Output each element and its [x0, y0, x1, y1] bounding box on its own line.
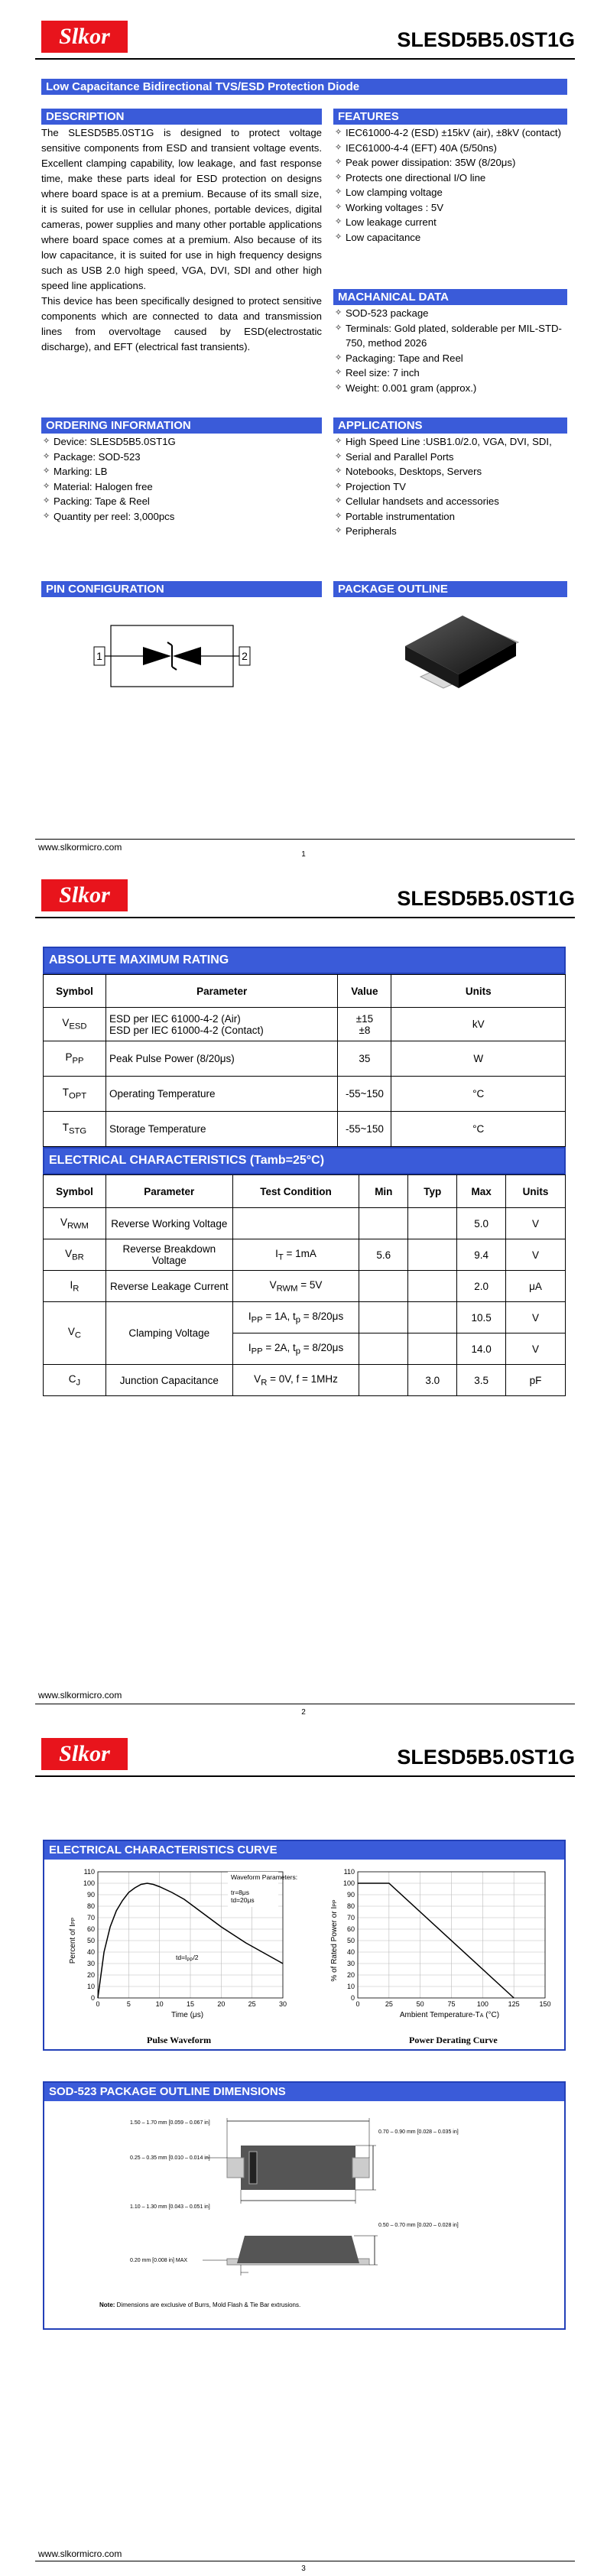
- legend-td: td=20μs: [231, 1896, 255, 1904]
- parameter-cell: Reverse Leakage Current: [105, 1271, 232, 1302]
- x-tick-label: 150: [539, 2000, 551, 2008]
- y-tick-label: 110: [83, 1868, 95, 1876]
- features-list: [335, 125, 567, 245]
- dim-height: 0.50 – 0.70 mm [0.020 – 0.028 in]: [378, 2223, 459, 2228]
- abs-max-table: [43, 974, 566, 1147]
- units-cell: kV: [391, 1008, 566, 1041]
- y-tick-label: 50: [86, 1937, 95, 1944]
- list-item: ✧ Protects one directional I/O line: [335, 171, 567, 186]
- value-cell: -55~150: [338, 1077, 391, 1112]
- units-cell: °C: [391, 1112, 566, 1147]
- max-cell: 10.5: [457, 1302, 506, 1333]
- pin-1-label: 1: [96, 650, 102, 662]
- x-tick-label: 0: [96, 2000, 100, 2008]
- product-title-bar: Low Capacitance Bidirectional TVS/ESD Protection Diode: [41, 79, 567, 95]
- column-header: Test Condition: [232, 1175, 359, 1208]
- y-tick-label: 80: [86, 1902, 95, 1910]
- list-item: ✧ Projection TV: [335, 479, 567, 495]
- brand-logo[interactable]: Slkor: [41, 21, 128, 53]
- list-item: ✧ Package: SOD-523: [43, 450, 322, 465]
- column-header: Min: [359, 1175, 408, 1208]
- typ-cell: [408, 1333, 457, 1365]
- pulse-waveform-caption: Pulse Waveform: [147, 2035, 212, 2045]
- list-item: ✧ Packaging: Tape and Reel: [335, 351, 567, 366]
- symbol-cell: $C_J$: [44, 1365, 106, 1396]
- list-item: ✧ Low clamping voltage: [335, 185, 567, 200]
- typ-cell: 3.0: [408, 1365, 457, 1396]
- y-tick-label: 60: [346, 1925, 355, 1933]
- symbol-cell: $V_C$: [44, 1302, 106, 1365]
- footer-rule: [35, 839, 575, 840]
- table-row: [44, 1302, 566, 1333]
- description-body: [41, 125, 322, 355]
- table-row: [44, 1365, 566, 1396]
- max-cell: 14.0: [457, 1333, 506, 1365]
- y-tick-label: 20: [86, 1971, 95, 1979]
- list-item: ✧ Quantity per reel: 3,000pcs: [43, 509, 322, 525]
- applications-heading: APPLICATIONS: [333, 417, 567, 434]
- typ-cell: [408, 1271, 457, 1302]
- features-heading: FEATURES: [333, 109, 567, 125]
- pin-configuration-diagram: [88, 618, 264, 702]
- min-cell: [359, 1365, 408, 1396]
- list-item: ✧ Serial and Parallel Ports: [335, 450, 567, 465]
- condition-cell: $V_{RWM} = 5V$: [232, 1271, 359, 1302]
- page-3: [0, 1717, 607, 2576]
- column-header: Typ: [408, 1175, 457, 1208]
- x-tick-label: 30: [278, 2000, 287, 2008]
- table-row: [44, 1239, 566, 1271]
- page-1: [0, 0, 607, 859]
- y-tick-label: 40: [86, 1948, 95, 1956]
- typ-cell: [408, 1239, 457, 1271]
- x-tick-label: 50: [416, 2000, 424, 2008]
- y-tick-label: 70: [346, 1914, 355, 1921]
- mechanical-heading: MACHANICAL DATA: [333, 289, 567, 305]
- elec-char-heading: ELECTRICAL CHARACTERISTICS (Tamb=25°C): [43, 1147, 566, 1174]
- y-tick-label: 30: [346, 1960, 355, 1967]
- curve-heading: ELECTRICAL CHARACTERISTICS CURVE: [44, 1841, 564, 1860]
- symbol-cell: $P_{PP}$: [44, 1041, 106, 1077]
- y-tick-label: 100: [83, 1879, 95, 1887]
- x-tick-label: 25: [248, 2000, 256, 2008]
- dim-lead-width: 0.25 – 0.35 mm [0.010 – 0.014 in]: [130, 2155, 210, 2161]
- mechanical-list: [335, 306, 567, 395]
- list-item: ✧ Peak power dissipation: 35W (8/20μs): [335, 155, 567, 171]
- package-dimension-drawing: [115, 2107, 520, 2298]
- units-cell: V: [506, 1208, 566, 1239]
- column-header: Parameter: [105, 1175, 232, 1208]
- list-item: ✧ Cellular handsets and accessories: [335, 494, 567, 509]
- units-cell: μA: [506, 1271, 566, 1302]
- y-tick-label: 90: [346, 1891, 355, 1899]
- pin-2-label: 2: [242, 650, 248, 662]
- column-header: Units: [506, 1175, 566, 1208]
- parameter-cell: Peak Pulse Power (8/20μs): [105, 1041, 338, 1077]
- list-item: ✧ Working voltages : 5V: [335, 200, 567, 216]
- header-rule: [35, 1775, 575, 1777]
- y-tick-label: 50: [346, 1937, 355, 1944]
- list-item: ✧ High Speed Line :USB1.0/2.0, VGA, DVI, SDI,: [335, 434, 567, 450]
- symbol-cell: $T_{STG}$: [44, 1112, 106, 1147]
- units-cell: pF: [506, 1365, 566, 1396]
- list-item: ✧ IEC61000-4-2 (ESD) ±15kV (air), ±8kV (contact): [335, 125, 567, 141]
- min-cell: 5.6: [359, 1239, 408, 1271]
- symbol-cell: $V_{BR}$: [44, 1239, 106, 1271]
- y-tick-label: 10: [346, 1983, 355, 1990]
- condition-cell: [232, 1208, 359, 1239]
- min-cell: [359, 1302, 408, 1333]
- list-item: ✧ Low leakage current: [335, 215, 567, 230]
- abs-max-heading: ABSOLUTE MAXIMUM RATING: [43, 947, 566, 974]
- value-cell: -55~150: [338, 1112, 391, 1147]
- table-row: [44, 1077, 566, 1112]
- list-item: ✧ SOD-523 package: [335, 306, 567, 321]
- y-tick-label: 40: [346, 1948, 355, 1956]
- page-2: [0, 859, 607, 1717]
- dim-overall-length: 1.50 – 1.70 mm [0.059 – 0.067 in]: [130, 2120, 210, 2126]
- ordering-heading: ORDERING INFORMATION: [41, 417, 322, 434]
- td-annotation: $td=I_{PP}/2$: [176, 1954, 199, 1963]
- part-number-title: SLESD5B5.0ST1G: [397, 28, 575, 51]
- symbol-cell: $V_{ESD}$: [44, 1008, 106, 1041]
- x-tick-label: 5: [126, 2000, 131, 2008]
- y-axis-label: Percent of IPP: [69, 1917, 77, 1964]
- ordering-list: [43, 434, 322, 524]
- elec-char-table: [43, 1174, 566, 1396]
- typ-cell: [408, 1208, 457, 1239]
- dims-note: Note: Dimensions are exclusive of Burrs, Mold Flash & Tie Bar extrusions.: [99, 2302, 301, 2308]
- page-number: 3: [301, 2565, 306, 2573]
- y-tick-label: 110: [343, 1868, 355, 1876]
- x-axis-label: Ambient Temperature-TA (°C): [399, 2011, 500, 2019]
- symbol-cell: $T_{OPT}$: [44, 1077, 106, 1112]
- dim-lead-thickness: 0.20 mm [0.008 in] MAX: [130, 2258, 188, 2263]
- table-row: [44, 1112, 566, 1147]
- column-header: Symbol: [44, 975, 106, 1008]
- min-cell: [359, 1333, 408, 1365]
- list-item: ✧ Marking: LB: [43, 464, 322, 479]
- max-cell: 3.5: [457, 1365, 506, 1396]
- footer-url[interactable]: www.slkormicro.com: [38, 842, 122, 853]
- x-tick-label: 25: [385, 2000, 393, 2008]
- units-cell: V: [506, 1333, 566, 1365]
- y-tick-label: 80: [346, 1902, 355, 1910]
- x-tick-label: 0: [355, 2000, 360, 2008]
- legend-title: Waveform Parameters:: [231, 1873, 298, 1881]
- header-rule: [35, 58, 575, 60]
- column-header: Max: [457, 1175, 506, 1208]
- y-axis-label: % of Rated Power or IPP: [330, 1899, 339, 1982]
- condition-cell: $I_T = 1mA$: [232, 1239, 359, 1271]
- table-row: [44, 1208, 566, 1239]
- symbol-cell: $I_R$: [44, 1271, 106, 1302]
- brand-logo[interactable]: Slkor: [41, 1738, 128, 1770]
- dim-body-width: 0.70 – 0.90 mm [0.028 – 0.035 in]: [378, 2129, 459, 2135]
- list-item: ✧ Material: Halogen free: [43, 479, 322, 495]
- header-rule: [35, 917, 575, 918]
- condition-cell: $I_{PP} = 2A$, $t_p = 8/20\mu s$: [232, 1333, 359, 1365]
- y-tick-label: 90: [86, 1891, 95, 1899]
- table-header-row: [44, 975, 566, 1008]
- tvs-diode-symbol: [143, 642, 201, 670]
- pulse-waveform-chart: [61, 1864, 313, 2036]
- units-cell: V: [506, 1239, 566, 1271]
- min-cell: [359, 1208, 408, 1239]
- x-tick-label: 125: [508, 2000, 520, 2008]
- dims-heading: SOD-523 PACKAGE OUTLINE DIMENSIONS: [44, 2083, 564, 2101]
- y-tick-label: 60: [86, 1925, 95, 1933]
- typ-cell: [408, 1302, 457, 1333]
- y-tick-label: 30: [86, 1960, 95, 1967]
- list-item: ✧ Device: SLESD5B5.0ST1G: [43, 434, 322, 450]
- sod523-package-image: [390, 604, 527, 703]
- side-view-body: [237, 2236, 359, 2263]
- package-outline-heading: PACKAGE OUTLINE: [333, 581, 567, 597]
- y-tick-label: 10: [86, 1983, 95, 1990]
- y-tick-label: 0: [350, 1994, 355, 2002]
- list-item: ✧ Terminals: Gold plated, solderable per MIL-STD-750, method 2026: [335, 321, 567, 351]
- y-tick-label: 20: [346, 1971, 355, 1979]
- list-item: ✧ IEC61000-4-4 (EFT) 40A (5/50ns): [335, 141, 567, 156]
- condition-cell: $I_{PP} = 1A$, $t_p = 8/20\mu s$: [232, 1302, 359, 1333]
- parameter-cell: ESD per IEC 61000-4-2 (Air) ESD per IEC 61000-4-2 (Contact): [105, 1008, 338, 1041]
- part-number-title: SLESD5B5.0ST1G: [397, 887, 575, 910]
- parameter-cell: Storage Temperature: [105, 1112, 338, 1147]
- top-view-body: [241, 2146, 355, 2190]
- description-paragraph-1: The SLESD5B5.0ST1G is designed to protect voltage sensitive components from ESD and transient voltage events. Excellent clamping capability, low leakage, and fast response time, make these parts ideal for ESD protection on designs where board space is at a premium. Because of its small size, it is suited for use in cellular phones, portable devices, digital cameras, power supplies and many other portable applications where board space comes at a premium. Also because of its low capacitance, it is suited for use in high frequency designs such as USB 2.0 high speed, VGA, DVI, SDI and other high speed line applications.: [41, 127, 322, 291]
- parameter-cell: Junction Capacitance: [105, 1365, 232, 1396]
- power-derating-chart: [327, 1864, 557, 2036]
- max-cell: 9.4: [457, 1239, 506, 1271]
- condition-cell: $V_R = 0V$, f = 1MHz: [232, 1365, 359, 1396]
- table-header-row: [44, 1175, 566, 1208]
- column-header: Value: [338, 975, 391, 1008]
- units-cell: V: [506, 1302, 566, 1333]
- description-heading: DESCRIPTION: [41, 109, 322, 125]
- x-axis-label: Time (μs): [170, 2011, 204, 2019]
- y-tick-label: 100: [342, 1879, 355, 1887]
- power-derating-caption: Power Derating Curve: [409, 2035, 498, 2045]
- brand-logo[interactable]: Slkor: [41, 879, 128, 911]
- y-tick-label: 70: [86, 1914, 95, 1921]
- x-tick-label: 10: [155, 2000, 164, 2008]
- x-tick-label: 15: [186, 2000, 195, 2008]
- table-row: [44, 1041, 566, 1077]
- parameter-cell: Reverse Breakdown Voltage: [105, 1239, 232, 1271]
- min-cell: [359, 1271, 408, 1302]
- y-tick-label: 0: [90, 1994, 95, 2002]
- units-cell: °C: [391, 1077, 566, 1112]
- column-header: Parameter: [105, 975, 338, 1008]
- footer-url[interactable]: www.slkormicro.com: [38, 2548, 122, 2559]
- page-number: 2: [301, 1708, 306, 1717]
- units-cell: W: [391, 1041, 566, 1077]
- max-cell: 5.0: [457, 1208, 506, 1239]
- symbol-cell: $V_{RWM}$: [44, 1208, 106, 1239]
- parameter-cell: Reverse Working Voltage: [105, 1208, 232, 1239]
- column-header: Units: [391, 975, 566, 1008]
- pin-config-heading: PIN CONFIGURATION: [41, 581, 322, 597]
- list-item: ✧ Portable instrumentation: [335, 509, 567, 525]
- x-tick-label: 75: [447, 2000, 456, 2008]
- page-number: 1: [301, 850, 306, 859]
- max-cell: 2.0: [457, 1271, 506, 1302]
- parameter-cell: Clamping Voltage: [105, 1302, 232, 1365]
- parameter-cell: Operating Temperature: [105, 1077, 338, 1112]
- column-header: Symbol: [44, 1175, 106, 1208]
- list-item: ✧ Weight: 0.001 gram (approx.): [335, 381, 567, 396]
- table-row: [44, 1008, 566, 1041]
- table-row: [44, 1271, 566, 1302]
- list-item: ✧ Low capacitance: [335, 230, 567, 245]
- footer-url[interactable]: www.slkormicro.com: [38, 1690, 122, 1701]
- part-number-title: SLESD5B5.0ST1G: [397, 1746, 575, 1769]
- legend-tr: tr=8μs: [231, 1889, 250, 1896]
- applications-list: [335, 434, 567, 539]
- list-item: ✧ Peripherals: [335, 524, 567, 539]
- dim-body-length: 1.10 – 1.30 mm [0.043 – 0.051 in]: [130, 2204, 210, 2210]
- x-tick-label: 100: [476, 2000, 489, 2008]
- x-tick-label: 20: [217, 2000, 226, 2008]
- list-item: ✧ Reel size: 7 inch: [335, 365, 567, 381]
- list-item: ✧ Notebooks, Desktops, Servers: [335, 464, 567, 479]
- list-item: ✧ Packing: Tape & Reel: [43, 494, 322, 509]
- value-cell: 35: [338, 1041, 391, 1077]
- value-cell: ±15 ±8: [338, 1008, 391, 1041]
- description-paragraph-2: This device has been specifically designed to protect sensitive components which are connected to data and transmission lines from overvoltage caused by ESD(electrostatic discharge), and EFT (electrical fast transients).: [41, 295, 322, 352]
